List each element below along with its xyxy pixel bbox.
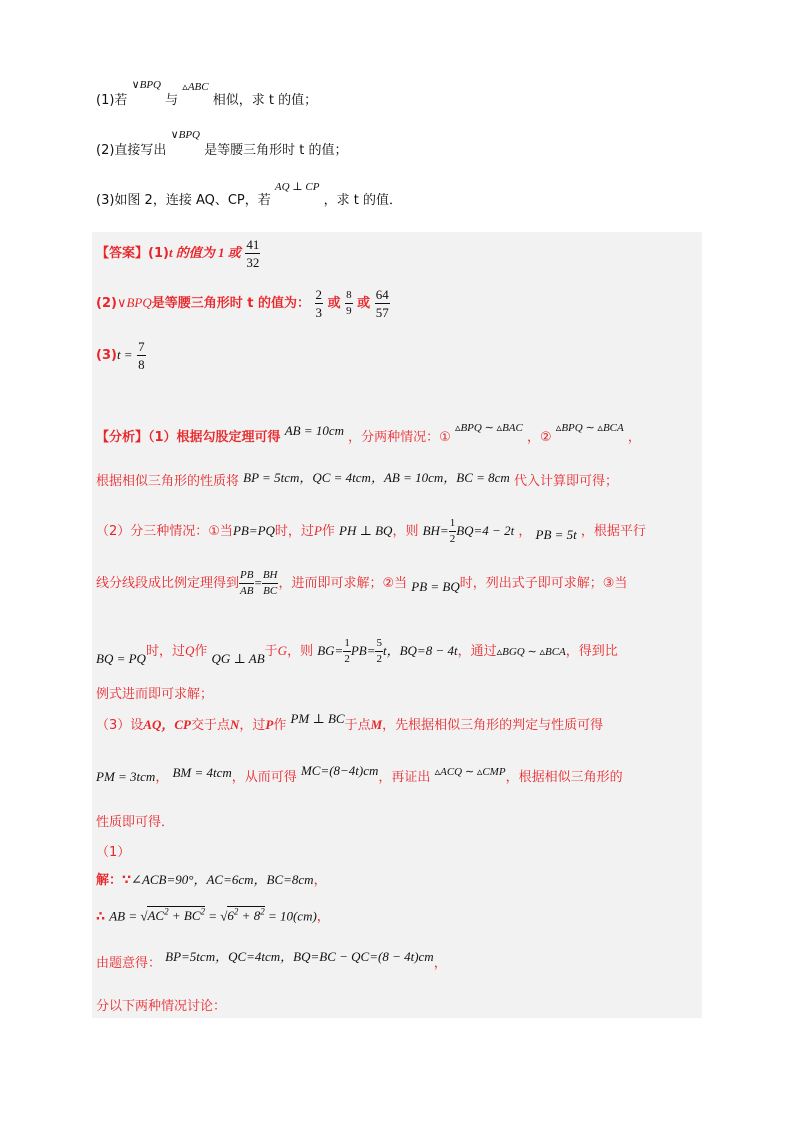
analysis-l1-t2: ，② [527, 430, 552, 445]
analysis-l3-t6: ，根据平行 [580, 524, 646, 539]
analysis-l8-mc: MC=(8−4t)cm [300, 763, 379, 778]
analysis-l7-t4: 作 [273, 718, 287, 733]
q1-mid: 与 [165, 93, 179, 108]
solution-s1-t1: （1） [96, 845, 131, 860]
solution-line-2 [96, 873, 327, 887]
answer-3-math: t = [116, 347, 133, 362]
q3-math-perp: AQ ⊥ CP [274, 181, 320, 193]
analysis-l9-t1: 性质即可得． [96, 815, 175, 830]
analysis-l7-m3: P [265, 717, 274, 732]
q2-prefix: (2)直接写出 [96, 143, 167, 158]
analysis-l7-t5: 于点 [344, 718, 371, 733]
analysis-l7-m2: N [229, 717, 240, 732]
analysis-l7-m1: AQ，CP [143, 717, 191, 732]
solution-s5-t1: 分以下两种情况讨论： [96, 999, 227, 1014]
answer-2-fraction-1: $\frac{2}{3}$ [315, 287, 323, 320]
analysis-line-5 [96, 638, 618, 665]
analysis-line-4 [96, 570, 627, 597]
analysis-l3-t3: 作 [321, 524, 335, 539]
analysis-l8-t4: ，根据相似三角形的 [505, 770, 623, 785]
answer-2 [96, 288, 390, 319]
solution-s4-t2: ， [433, 956, 447, 971]
q3-suffix: ，求 t 的值． [323, 193, 402, 208]
analysis-l5-t4: ，则 [287, 644, 314, 659]
analysis-l5-q: Q [184, 643, 195, 658]
answer-2-math: ∨BPQ [116, 295, 152, 310]
analysis-l5-t6: ，得到比 [565, 644, 618, 659]
analysis-l8-t2: ，从而可得 [231, 770, 297, 785]
q2-suffix: 是等腰三角形时 t 的值； [204, 143, 348, 158]
analysis-l3-m1: PB=PQ [232, 523, 275, 538]
analysis-l7-m5: M [370, 717, 383, 732]
question-3 [96, 181, 402, 208]
solution-line-5 [96, 1000, 226, 1013]
solution-s4-t1: 由题意得： [96, 956, 162, 971]
answer-2-label: (2) [96, 296, 117, 311]
q3-prefix: (3)如图 2，连接 AQ、CP，若 [96, 193, 271, 208]
analysis-l4-t2: ，进而即可求解；②当 [278, 576, 408, 591]
analysis-l3-t1: （2）分三种情况：①当 [96, 524, 233, 539]
analysis-l2-t2: 代入计算即可得； [513, 474, 618, 489]
question-1 [96, 79, 318, 108]
analysis-l4-t1: 线分线段成比例定理得到 [96, 576, 240, 591]
analysis-l5-perp: QG ⊥ AB [211, 651, 265, 666]
solution-s2-t1: 解：∵ [96, 873, 132, 888]
solution-s3-t1: ∴ [96, 909, 106, 925]
analysis-l5-t2: 作 [194, 644, 208, 659]
analysis-l3-perp: PH ⊥ BQ [339, 523, 393, 538]
analysis-l7-t2: 交于点 [190, 718, 230, 733]
solution-s2-given: ∠ACB=90°，AC=6cm，BC=8cm [131, 872, 314, 887]
analysis-line-9 [96, 816, 174, 829]
analysis-line-8 [96, 763, 623, 785]
q1-suffix: 相似，求 t 的值； [212, 93, 318, 108]
analysis-l8-bm: BM = 4tcm [172, 765, 232, 780]
analysis-l6-t1: 例式进而即可求解； [96, 687, 214, 702]
answer-label: 【答案】(1) [96, 246, 169, 261]
analysis-l5-g: G [277, 643, 288, 658]
analysis-l1-t3: ， [627, 430, 641, 445]
answer-3 [96, 340, 146, 371]
analysis-l4-t3: 时，列出式子即可求解；③当 [459, 576, 628, 591]
answer-1-fraction: $\frac{41}{32}$ [246, 237, 260, 270]
analysis-l7-t1: （3）设 [96, 718, 144, 733]
analysis-l5-bqpq: BQ = PQ [96, 651, 146, 666]
analysis-l3-pb: PB = 5t [535, 527, 577, 542]
analysis-l7-perp: PM ⊥ BC [290, 711, 345, 726]
analysis-l5-bg: BG= $\frac{1}{2}$ PB= $\frac{5}{2}$ t，BQ=8 − 4t [317, 637, 458, 665]
answer-panel [92, 232, 702, 1018]
answer-3-label: (3) [96, 348, 117, 363]
q2-math-bpq: ∨BPQ [170, 129, 200, 141]
analysis-l5-t5: ，通过 [457, 644, 497, 659]
solution-line-3 [96, 908, 330, 923]
answer-1 [96, 238, 260, 269]
analysis-l8-t3: ，再证出 [378, 770, 431, 785]
analysis-l3-t5: ， [518, 524, 532, 539]
answer-3-fraction: $\frac{7}{8}$ [138, 339, 145, 372]
analysis-l3-m2: P [313, 523, 322, 538]
answer-2-or-1: 或 [327, 296, 341, 311]
q1-math-bpq: ∨BPQ [131, 79, 161, 91]
analysis-l4-pbbq: PB = BQ [411, 579, 460, 594]
analysis-l3-t4: ，则 [392, 524, 419, 539]
q1-math-abc: ▵ABC [182, 81, 209, 93]
analysis-l2-t1: 根据相似三角形的性质将 [96, 474, 240, 489]
q1-prefix: (1)若 [96, 93, 128, 108]
analysis-l3-t2: 时，过 [274, 524, 314, 539]
analysis-l1-sim2: ▵BPQ ∼ ▵BCA [555, 422, 624, 434]
answer-2-fraction-3: $\frac{64}{57}$ [375, 287, 389, 320]
analysis-l5-t1: 时，过 [145, 644, 185, 659]
analysis-l1-sim1: ▵BPQ ∼ ▵BAC [454, 422, 523, 434]
analysis-l7-t3: ，过 [239, 718, 266, 733]
answer-2-text: 是等腰三角形时 t 的值为： [151, 296, 311, 311]
analysis-l5-sim: ▵BGQ ∼ ▵BCA [496, 646, 566, 658]
analysis-l4-ratio: $\frac{PB}{AB}$ = $\frac{BH}{BC}$ [240, 569, 278, 597]
analysis-l3-bh: BH= $\frac{1}{2}$ BQ=4 − 2t [422, 517, 515, 545]
solution-s3-ab: AB = $√AC^2 + BC^2 = √6^2 + 8^2 = 10(cm)$ [109, 907, 317, 924]
analysis-ab: AB = 10cm [284, 423, 344, 438]
solution-s3-t2: ， [316, 909, 330, 925]
analysis-line-2 [96, 470, 618, 489]
solution-line-1 [96, 846, 130, 859]
question-2 [96, 129, 348, 158]
solution-s2-t2: ， [313, 873, 327, 888]
analysis-line-3 [96, 518, 646, 545]
answer-2-or-2: 或 [357, 296, 371, 311]
answer-2-fraction-2: $\frac{8}{9}$ [346, 289, 352, 317]
analysis-line-7 [96, 711, 604, 733]
analysis-l2-values: BP = 5tcm，QC = 4tcm，AB = 10cm，BC = 8cm [243, 470, 510, 485]
analysis-label: 【分析】（1）根据勾股定理可得 [96, 430, 281, 445]
analysis-l1-t1: ，分两种情况：① [348, 430, 451, 445]
solution-s4-values: BP=5tcm，QC=4tcm，BQ=BC − QC=(8 − 4t)cm [165, 949, 434, 964]
analysis-l8-pm: PM = 3tcm [96, 769, 156, 784]
analysis-l5-t3: 于 [264, 644, 278, 659]
answer-1-text: t 的值为 1 或 [168, 245, 241, 260]
analysis-line-6 [96, 688, 213, 701]
solution-line-4 [96, 949, 447, 971]
analysis-l8-sim: ▵ACQ ∼ ▵CMP [434, 766, 506, 778]
analysis-l8-t1: ， [155, 770, 169, 785]
analysis-l7-t6: ，先根据相似三角形的判定与性质可得 [382, 718, 604, 733]
